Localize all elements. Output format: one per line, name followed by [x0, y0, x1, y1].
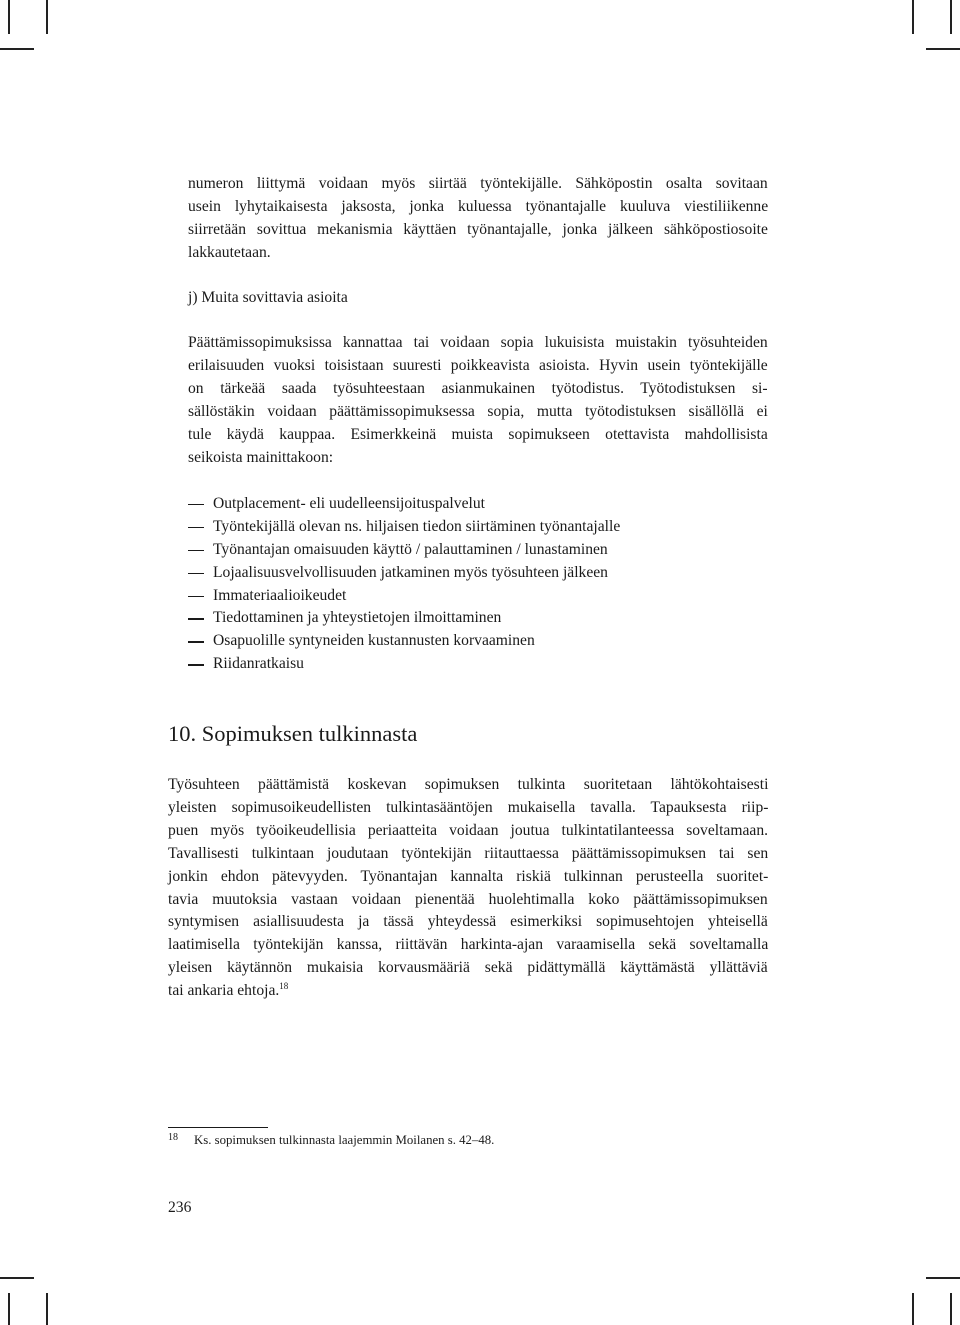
text-line: yleisten sopimusoikeudellisten tulkintasääntöjen mukaisella tavalla. Tapauksesta riip- [168, 798, 769, 816]
last-line-text: tai ankaria ehtoja. [168, 982, 280, 1000]
crop-mark-top-right-vertical-inner [912, 0, 914, 34]
text-line: laatimisella työntekijän kanssa, riittävän harkinta-ajan varaamisella sekä soveltamalla [168, 936, 769, 954]
crop-mark-bottom-left-horizontal [0, 1277, 34, 1279]
crop-mark-top-right-vertical [950, 0, 952, 34]
crop-mark-bottom-right-horizontal [926, 1277, 960, 1279]
text-line: puen myös työoikeudellisia periaatteita voidaan joutua tulkintatilanteessa soveltamaan. [168, 821, 769, 839]
subheading-other-matters: j) Muita sovittavia asioita [188, 289, 348, 306]
crop-mark-top-left-vertical [8, 0, 10, 34]
dash-bullet-icon [188, 618, 204, 619]
paragraph-email-transfer [188, 173, 768, 265]
section-title: 10. Sopimuksen tulkinnasta [168, 721, 418, 746]
footnote-number: 18 [168, 1132, 178, 1143]
text-line: seikoista mainittakoon: [188, 448, 334, 466]
list-item-text: Tiedottaminen ja yhteystietojen ilmoittaminen [213, 609, 502, 627]
text-line: tule käydä kauppaa. Esimerkkeinä muista sopimukseen otettavista mahdollisista [188, 425, 768, 443]
crop-mark-top-left-vertical-inner [46, 0, 48, 34]
list-item-text: Työnantajan omaisuuden käyttö / palauttaminen / lunastaminen [213, 540, 608, 558]
list-item-text: Immateriaalioikeudet [213, 586, 347, 604]
text-line: erilaisuuden vuoksi toisistaan suuresti poikkeavista asioista. Hyvin usein työntekijälle [188, 356, 768, 374]
text-line: usein lyhytaikaisesta jaksosta, jonka kuluessa työnantajalle kuuluva viestiliikenne [188, 197, 769, 215]
text-line: jonkin ehdon pätevyyden. Työnantajan kannalta riskiä tulkinnan perusteella suoritet- [168, 867, 769, 885]
paragraph-other-matters [188, 332, 768, 469]
footnote-separator [168, 1127, 268, 1128]
text-line: yleisen käytännön mukaisia korvausmääriä sekä pidättymällä käyttämästä yllättäviä [168, 959, 768, 977]
crop-mark-bottom-right-vertical-inner [912, 1293, 914, 1325]
dash-bullet-icon [188, 573, 204, 574]
text-line: sällöstäkin voidaan päättämissopimuksessa sopia, mutta työtodistuksen sisällöllä ei [188, 402, 768, 420]
footnote-text: Ks. sopimuksen tulkinnasta laajemmin Moilanen s. 42–48. [194, 1133, 495, 1147]
dash-bullet-icon [188, 596, 204, 597]
list-item-text: Outplacement- eli uudelleensijoituspalvelut [213, 495, 485, 512]
text-line: Työsuhteen päättämistä koskevan sopimuksen tulkinta suoritetaan lähtökohtaisesti [168, 776, 769, 793]
crop-mark-bottom-left-vertical-inner [46, 1293, 48, 1325]
dash-bullet-icon [188, 641, 204, 642]
list-item-text: Työntekijällä olevan ns. hiljaisen tiedon siirtäminen työnantajalle [213, 517, 621, 535]
text-line: Päättämissopimuksissa kannattaa tai voidaan sopia lukuisista muistakin työsuhteiden [188, 334, 768, 351]
page-number: 236 [168, 1199, 192, 1216]
crop-mark-top-right-horizontal [926, 48, 960, 50]
crop-mark-bottom-left-vertical [8, 1293, 10, 1325]
list-item-text: Riidanratkaisu [213, 655, 304, 673]
text-line: lakkautetaan. [188, 243, 271, 261]
footnote [168, 1131, 494, 1149]
text-line: tavia muutoksia vastaan voidaan pienentää huolehtimalla koko päättämissopimuksen [168, 890, 768, 908]
text-line: Tavallisesti tulkintaan joudutaan työntekijän riitauttaessa päättämissopimuksen tai sen [168, 844, 769, 862]
dash-bullet-icon [188, 664, 204, 665]
footnote-reference[interactable]: 18 [279, 981, 289, 992]
list-item-text: Lojaalisuusvelvollisuuden jatkaminen myös työsuhteen jälkeen [213, 563, 608, 581]
dash-bullet-icon [188, 527, 204, 528]
text-line: siirretään sovittua mekanismia käyttäen työnantajalle, jonka jälkeen sähköpostiosoite [188, 220, 768, 238]
text-line-last [168, 980, 768, 1003]
text-line: on tärkeää saada työsuhteestaan asianmukainen työtodistus. Työtodistuksen si- [188, 379, 768, 397]
dash-bullet-icon [188, 504, 204, 505]
dash-bullet-icon [188, 550, 204, 551]
text-line: syntymisen asiallisuudesta ja tässä yhteydessä esimerkiksi sopimusehtojen yhteisellä [168, 913, 768, 931]
paragraph-interpretation [168, 774, 768, 1003]
crop-mark-top-left-horizontal [0, 48, 34, 50]
list-item-text: Osapuolille syntyneiden kustannusten korvaaminen [213, 632, 535, 650]
text-line: numeron liittymä voidaan myös siirtää työntekijälle. Sähköpostin osalta sovitaan [188, 175, 768, 192]
crop-mark-bottom-right-vertical [950, 1293, 952, 1325]
